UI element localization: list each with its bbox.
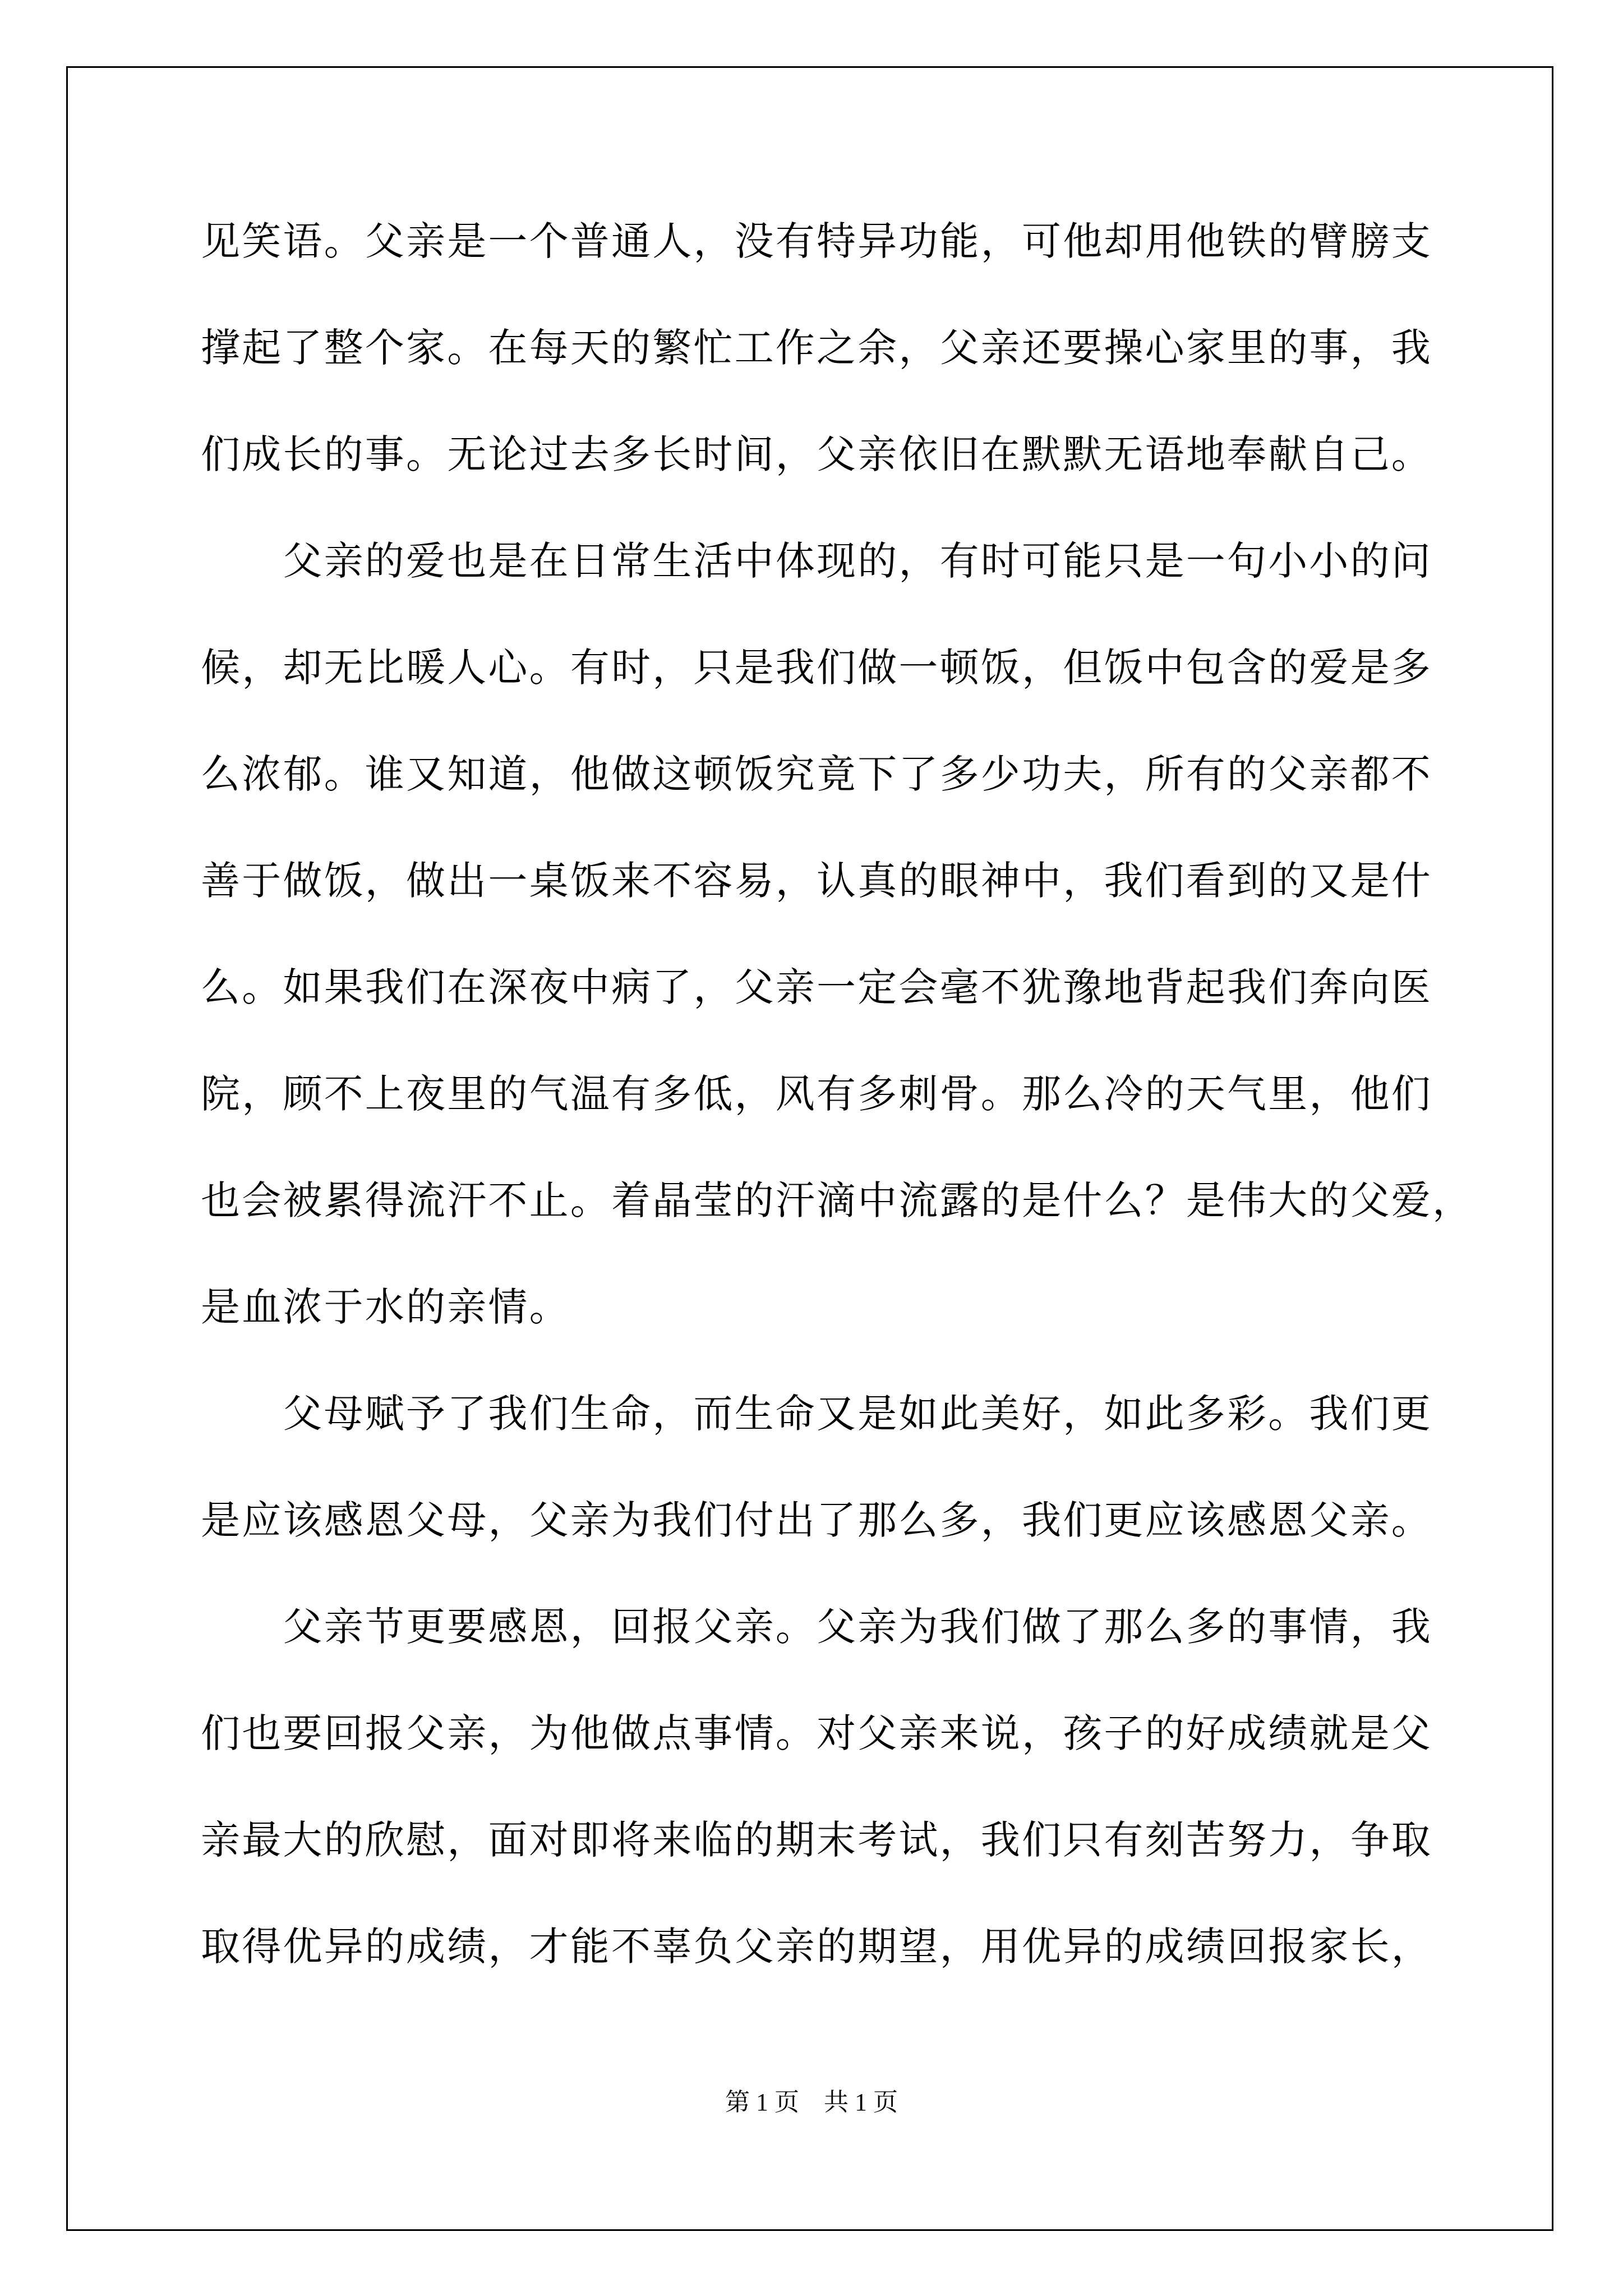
- text-line: 撑起了整个家。在每天的繁忙工作之余，父亲还要操心家里的事，我: [201, 325, 1432, 371]
- text-line: 也会被累得流汗不止。着晶莹的汗滴中流露的是什么？是伟大的父爱，: [201, 1177, 1474, 1223]
- page-number-footer: 第 1 页 共 1 页: [725, 2088, 898, 2116]
- text-line: 父亲节更要感恩，回报父亲。父亲为我们做了那么多的事情，我: [201, 1604, 1432, 1650]
- document-body: [201, 208, 1474, 2019]
- text-line: 候，却无比暖人心。有时，只是我们做一顿饭，但饭中包含的爱是多: [201, 645, 1432, 691]
- text-line: 取得优异的成绩，才能不辜负父亲的期望，用优异的成绩回报家长，: [201, 1924, 1432, 1970]
- text-line: 亲最大的欣慰，面对即将来临的期末考试，我们只有刻苦努力，争取: [201, 1817, 1432, 1863]
- text-line: 院，顾不上夜里的气温有多低，风有多刺骨。那么冷的天气里，他们: [201, 1071, 1432, 1117]
- text-line: 们也要回报父亲，为他做点事情。对父亲来说，孩子的好成绩就是父: [201, 1710, 1432, 1756]
- text-line: 是应该感恩父母，父亲为我们付出了那么多，我们更应该感恩父亲。: [201, 1497, 1432, 1543]
- text-line: 们成长的事。无论过去多长时间，父亲依旧在默默无语地奉献自己。: [201, 431, 1432, 477]
- text-line: 么浓郁。谁又知道，他做这顿饭究竟下了多少功夫，所有的父亲都不: [201, 751, 1432, 797]
- text-line: 善于做饭，做出一桌饭来不容易，认真的眼神中，我们看到的又是什: [201, 858, 1432, 904]
- text-line: 么。如果我们在深夜中病了，父亲一定会毫不犹豫地背起我们奔向医: [201, 964, 1432, 1010]
- text-line: 见笑语。父亲是一个普通人，没有特异功能，可他却用他铁的臂膀支: [201, 218, 1432, 264]
- text-line: 是血浓于水的亲情。: [201, 1284, 570, 1330]
- text-line: 父亲的爱也是在日常生活中体现的，有时可能只是一句小小的问: [201, 538, 1432, 584]
- text-line: 父母赋予了我们生命，而生命又是如此美好，如此多彩。我们更: [201, 1391, 1432, 1437]
